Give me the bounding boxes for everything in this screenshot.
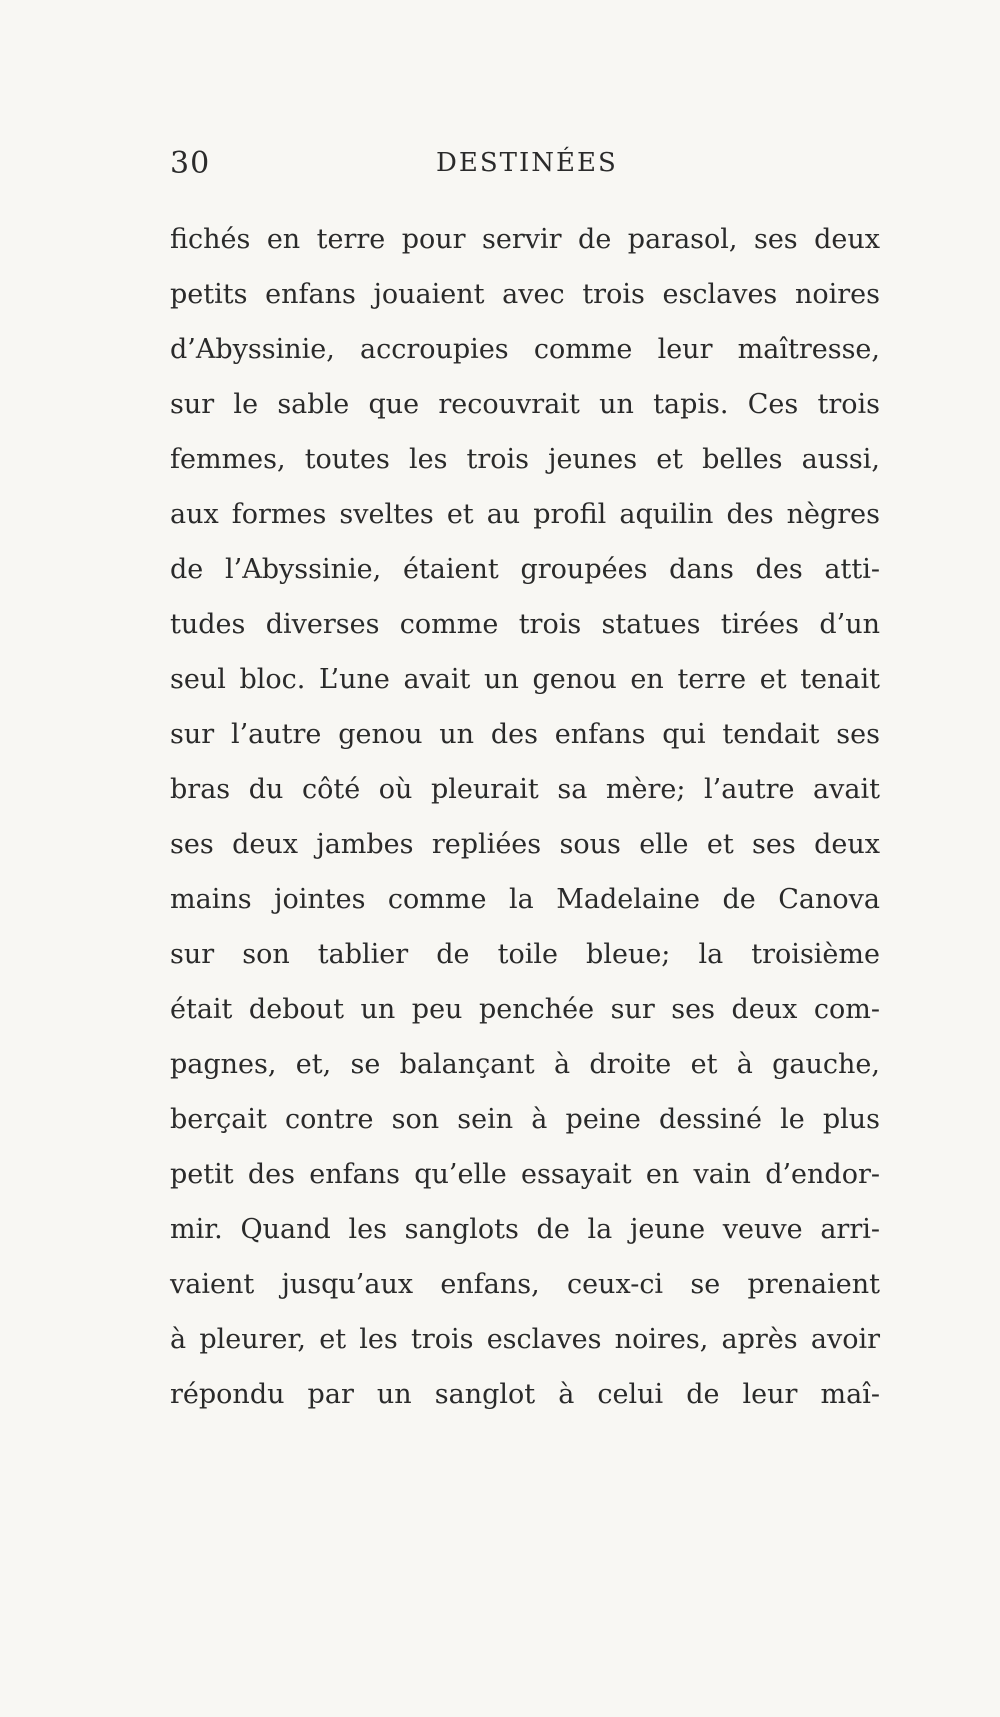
text-line: vaient jusqu’aux enfans, ceux-ci se prenaient — [170, 1269, 880, 1300]
text-line: petits enfans jouaient avec trois esclaves noires — [170, 279, 880, 310]
text-line: femmes, toutes les trois jeunes et belles aussi, — [170, 444, 880, 475]
text-line: sur l’autre genou un des enfans qui tendait ses — [170, 719, 880, 750]
text-line: de l’Abyssinie, étaient groupées dans des atti- — [170, 554, 880, 585]
text-line: petit des enfans qu’elle essayait en vain d’endor- — [170, 1159, 880, 1190]
text-line: sur son tablier de toile bleue; la troisième — [170, 939, 880, 970]
text-line: mir. Quand les sanglots de la jeune veuve arri- — [170, 1214, 880, 1245]
text-line: à pleurer, et les trois esclaves noires, après avoir — [170, 1324, 880, 1355]
text-line: aux formes sveltes et au profil aquilin des nègres — [170, 499, 880, 530]
text-line: tudes diverses comme trois statues tirées d’un — [170, 609, 880, 640]
text-line: berçait contre son sein à peine dessiné le plus — [170, 1104, 880, 1135]
running-title: DESTINÉES — [436, 148, 618, 178]
text-line: seul bloc. L’une avait un genou en terre et tenait — [170, 664, 880, 695]
text-line: pagnes, et, se balançant à droite et à gauche, — [170, 1049, 880, 1080]
page-number: 30 — [170, 146, 211, 181]
text-line: ses deux jambes repliées sous elle et ses deux — [170, 829, 880, 860]
text-line: fichés en terre pour servir de parasol, ses deux — [170, 224, 880, 255]
text-line: sur le sable que recouvrait un tapis. Ces trois — [170, 389, 880, 420]
text-line: mains jointes comme la Madelaine de Canova — [170, 884, 880, 915]
body-text — [170, 212, 880, 1422]
running-head — [170, 146, 890, 186]
text-line: répondu par un sanglot à celui de leur maî- — [170, 1379, 880, 1410]
text-line: d’Abyssinie, accroupies comme leur maîtresse, — [170, 334, 880, 365]
text-line: bras du côté où pleurait sa mère; l’autre avait — [170, 774, 880, 805]
text-line: était debout un peu penchée sur ses deux com- — [170, 994, 880, 1025]
